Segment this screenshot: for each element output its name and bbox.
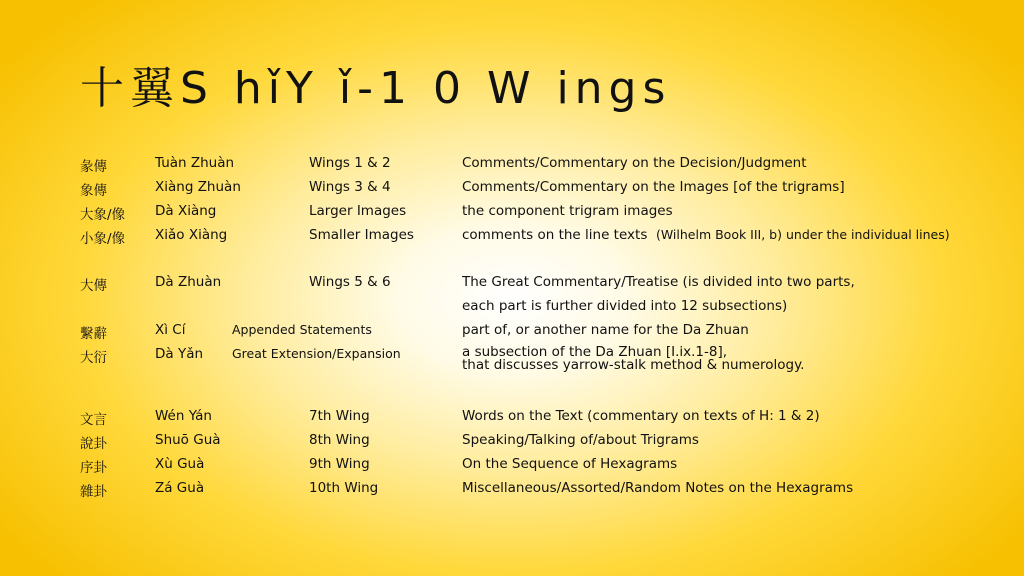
wing-number: 8th Wing (309, 432, 370, 448)
chinese-name: 大象/像 (80, 207, 126, 223)
pinyin-name: Wén Yán (155, 408, 212, 424)
pinyin-name: Xì Cí (155, 322, 186, 338)
pinyin-name: Dà Xiàng (155, 203, 217, 219)
wing-number: Larger Images (309, 203, 407, 219)
wing-row (0, 408, 1024, 432)
wing-number: Wings 5 & 6 (309, 274, 391, 290)
description: The Great Commentary/Treatise (is divided into two parts, (462, 274, 855, 290)
description: Speaking/Talking of/about Trigrams (462, 432, 699, 448)
chinese-name: 象傳 (80, 183, 107, 199)
description-note: (Wilhelm Book III, b) under the individual lines) (655, 227, 950, 242)
chinese-name: 彖傳 (80, 159, 107, 175)
wing-number: 7th Wing (309, 408, 370, 424)
pinyin-name: Xiǎo Xiàng (155, 227, 228, 243)
chinese-name: 序卦 (80, 460, 107, 476)
wing-row (0, 432, 1024, 456)
wing-row (0, 227, 1024, 251)
description: the component trigram images (462, 203, 673, 219)
wing-row (0, 346, 1024, 378)
chinese-name: 說卦 (80, 436, 107, 452)
description (462, 227, 950, 243)
wing-row (0, 179, 1024, 203)
description (462, 346, 804, 372)
pinyin-name: Dà Zhuàn (155, 274, 222, 290)
chinese-name: 小象/像 (80, 231, 126, 247)
wing-row (0, 322, 1024, 346)
pinyin-name: Dà Yǎn (155, 346, 204, 362)
wing-row (0, 203, 1024, 227)
wing-row-continuation (0, 298, 1024, 322)
chinese-name: 繫辭 (80, 326, 107, 342)
description: Comments/Commentary on the Decision/Judgment (462, 155, 807, 171)
slide-title: 十翼S hǐY ǐ-1 0 W ings (80, 63, 672, 114)
wing-row (0, 274, 1024, 298)
pinyin-name: Tuàn Zhuàn (155, 155, 235, 171)
pinyin-name: Xù Guà (155, 456, 205, 472)
description: Miscellaneous/Assorted/Random Notes on the Hexagrams (462, 480, 854, 496)
description-line-2: that discusses yarrow-stalk method & numerology. (462, 357, 805, 373)
wing-row (0, 456, 1024, 480)
wing-number: Wings 1 & 2 (309, 155, 391, 171)
chinese-name: 大衍 (80, 350, 107, 366)
wing-name: Great Extension/Expansion (232, 346, 401, 361)
wing-number: 10th Wing (309, 480, 379, 496)
chinese-name: 大傳 (80, 278, 107, 294)
description: Comments/Commentary on the Images [of the trigrams] (462, 179, 845, 195)
chinese-name: 雜卦 (80, 484, 107, 500)
wing-row (0, 480, 1024, 504)
pinyin-name: Shuō Guà (155, 432, 221, 448)
description-text: comments on the line texts (462, 227, 648, 243)
wing-row (0, 155, 1024, 179)
wing-number: 9th Wing (309, 456, 370, 472)
pinyin-name: Xiàng Zhuàn (155, 179, 241, 195)
wing-name: Appended Statements (232, 322, 372, 337)
description: Words on the Text (commentary on texts of H: 1 & 2) (462, 408, 820, 424)
pinyin-name: Zá Guà (155, 480, 205, 496)
description: On the Sequence of Hexagrams (462, 456, 678, 472)
wing-number: Wings 3 & 4 (309, 179, 391, 195)
description: each part is further divided into 12 subsections) (462, 298, 788, 314)
wing-number: Smaller Images (309, 227, 414, 243)
chinese-name: 文言 (80, 412, 107, 428)
description: part of, or another name for the Da Zhuan (462, 322, 749, 338)
description-line-1: a subsection of the Da Zhuan [I.ix.1-8], (462, 344, 728, 360)
